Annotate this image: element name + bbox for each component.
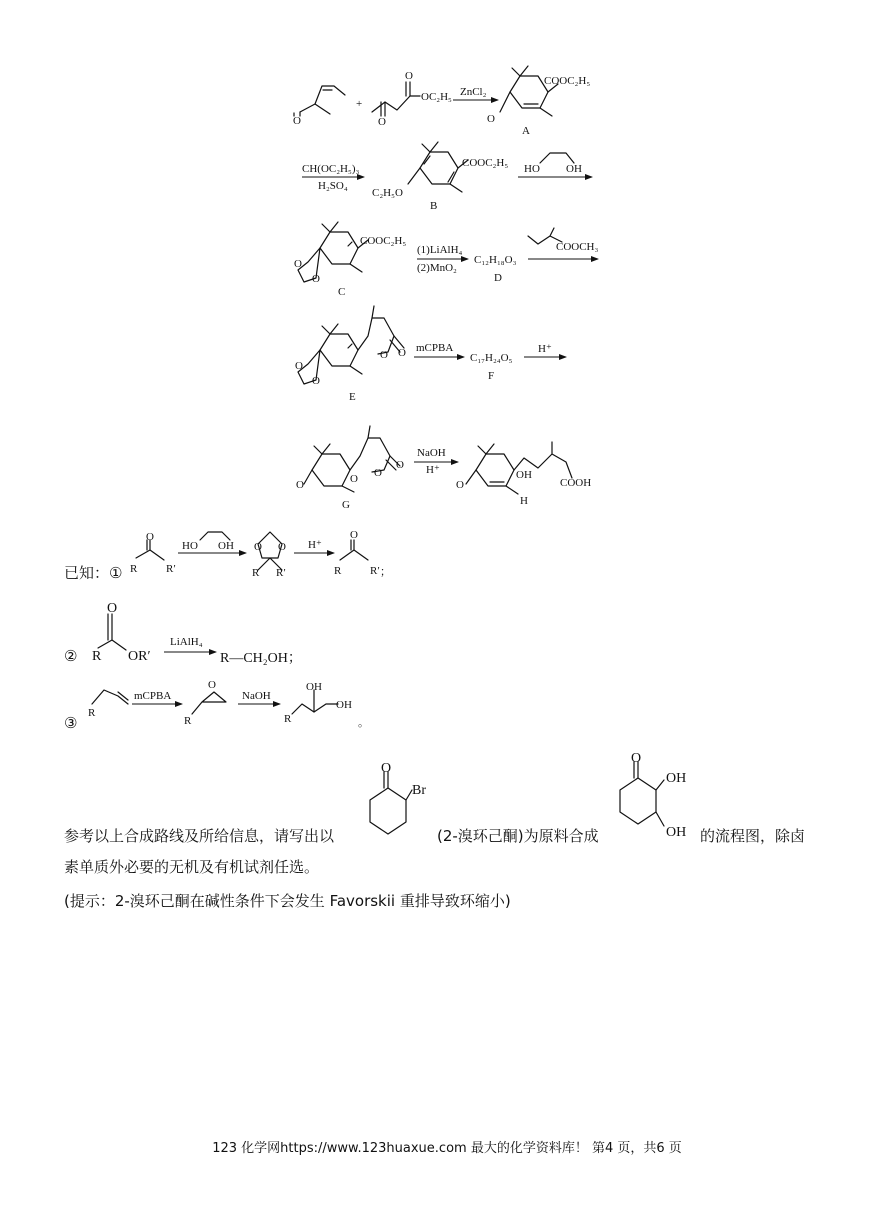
svg-text:H: H [520, 495, 528, 507]
svg-text:O: O [631, 751, 642, 766]
known-1-scheme [130, 529, 391, 579]
label-D: D [494, 272, 502, 284]
known-3-scheme [88, 679, 369, 729]
svg-text:O: O [398, 347, 406, 359]
svg-text:O: O [146, 531, 154, 543]
reagent-lialh4: (1)LiAlH₄ [417, 244, 463, 256]
reagent-naoh: NaOH [417, 447, 446, 459]
svg-text:O: O [350, 529, 358, 541]
svg-text:G: G [342, 499, 350, 511]
svg-text:HO: HO [182, 540, 198, 552]
svg-text:R′: R′ [370, 565, 380, 577]
svg-text:OH: OH [218, 540, 234, 552]
formula-D: C₁₂H₁₈O₃ [474, 254, 517, 266]
svg-text:。: 。 [358, 717, 369, 729]
compound-H-structure [456, 442, 591, 507]
known-2-marker: ② [64, 647, 78, 665]
svg-text:R—CH₂OH；: R—CH₂OH； [220, 651, 302, 666]
svg-text:R: R [130, 563, 138, 575]
reagent-h-plus-2: H⁺ [426, 464, 440, 476]
compound-G-structure [296, 426, 404, 511]
reagent-h2so4: H₂SO₄ [318, 180, 348, 192]
svg-text:R′: R′ [276, 567, 286, 579]
svg-text:R′: R′ [166, 563, 176, 575]
svg-text:H⁺: H⁺ [308, 539, 322, 551]
svg-text:Br: Br [412, 783, 426, 798]
diol-oh: OH [566, 163, 582, 175]
svg-text:B: B [430, 200, 438, 212]
question-line1-c: 的流程图，除卤 [700, 827, 806, 845]
svg-text:O: O [294, 258, 302, 270]
reagent-mcpba: mCPBA [416, 342, 454, 354]
svg-text:OH: OH [336, 699, 352, 711]
svg-text:COOC₂H₅: COOC₂H₅ [360, 235, 407, 247]
svg-text:C₂H₅O: C₂H₅O [372, 187, 403, 199]
svg-text:COOH: COOH [560, 477, 592, 489]
svg-text:R: R [252, 567, 260, 579]
reagent-mno2: (2)MnO₂ [417, 262, 457, 274]
formula-F: C₁₇H₂₄O₅ [470, 352, 513, 364]
svg-text:C: C [338, 286, 346, 298]
svg-text:O: O [405, 70, 413, 82]
compound-A-structure [487, 66, 590, 137]
svg-text:；: ； [380, 566, 391, 578]
svg-text:O: O [295, 360, 303, 372]
svg-text:O: O [312, 375, 320, 387]
svg-text:R: R [184, 715, 192, 727]
question-line1-b: (2-溴环己酮)为原料合成 [437, 827, 599, 845]
known-2-scheme [92, 601, 302, 666]
svg-text:R: R [334, 565, 342, 577]
svg-text:OR′: OR′ [128, 649, 151, 664]
svg-text:R: R [92, 649, 102, 664]
svg-text:COOC₂H₅: COOC₂H₅ [544, 75, 591, 87]
svg-text:O: O [254, 541, 262, 553]
page-footer: 123 化学网https://www.123huaxue.com 最大的化学资料库！ 第4 页，共6 页 [212, 1141, 682, 1156]
svg-text:O: O [278, 541, 286, 553]
svg-text:O: O [293, 115, 301, 127]
svg-text:R: R [284, 713, 292, 725]
svg-text:OH: OH [666, 825, 687, 840]
svg-text:O: O [374, 467, 382, 479]
svg-text:COOC₂H₅: COOC₂H₅ [462, 157, 509, 169]
compound-B-structure [372, 142, 508, 212]
start-material-2-bromocyclohexanone [370, 761, 426, 834]
question-hint: (提示：2-溴环己酮在碱性条件下会发生 Favorskii 重排导致环缩小) [64, 892, 511, 910]
svg-text:O: O [487, 113, 495, 125]
svg-text:A: A [522, 125, 530, 137]
plus-sign: + [356, 98, 363, 110]
svg-text:OH: OH [306, 681, 322, 693]
svg-text:O: O [380, 349, 388, 361]
svg-text:NaOH: NaOH [242, 690, 271, 702]
svg-text:LiAlH₄: LiAlH₄ [170, 636, 203, 648]
compound-E-structure [295, 306, 406, 403]
svg-text:OH: OH [516, 469, 532, 481]
svg-text:O: O [396, 459, 404, 471]
svg-text:O: O [208, 679, 216, 691]
mesityl-oxide-structure [293, 86, 345, 127]
known-intro: 已知：① [64, 564, 123, 582]
svg-text:O: O [296, 479, 304, 491]
reagent-h-plus: H⁺ [538, 343, 552, 355]
svg-text:mCPBA: mCPBA [134, 690, 172, 702]
reagent-zncl2: ZnCl₂ [460, 86, 487, 98]
svg-text:O: O [378, 116, 386, 128]
label-F: F [488, 370, 495, 382]
diol-ho: HO [524, 163, 540, 175]
svg-text:O: O [312, 273, 320, 285]
question-line1-a: 参考以上合成路线及所给信息，请写出以 [64, 827, 335, 845]
reagent-orthoformate: CH(OC₂H₅)₃ [302, 163, 360, 175]
svg-text:OH: OH [666, 771, 687, 786]
compound-C-structure [294, 222, 406, 298]
svg-text:OC₂H₅: OC₂H₅ [421, 91, 452, 103]
reagent-methyl-ester: COOCH₃ [556, 241, 599, 253]
svg-text:O: O [456, 479, 464, 491]
target-dihydroxycyclohexanone [620, 751, 686, 840]
question-line2: 素单质外必要的无机及有机试剂任选。 [64, 858, 320, 876]
svg-text:R: R [88, 707, 96, 719]
svg-text:O: O [107, 601, 118, 616]
svg-text:O: O [350, 473, 358, 485]
known-3-marker: ③ [64, 714, 78, 732]
svg-text:E: E [349, 391, 356, 403]
ethyl-acetoacetate-structure [372, 70, 452, 128]
svg-text:O: O [381, 761, 392, 776]
